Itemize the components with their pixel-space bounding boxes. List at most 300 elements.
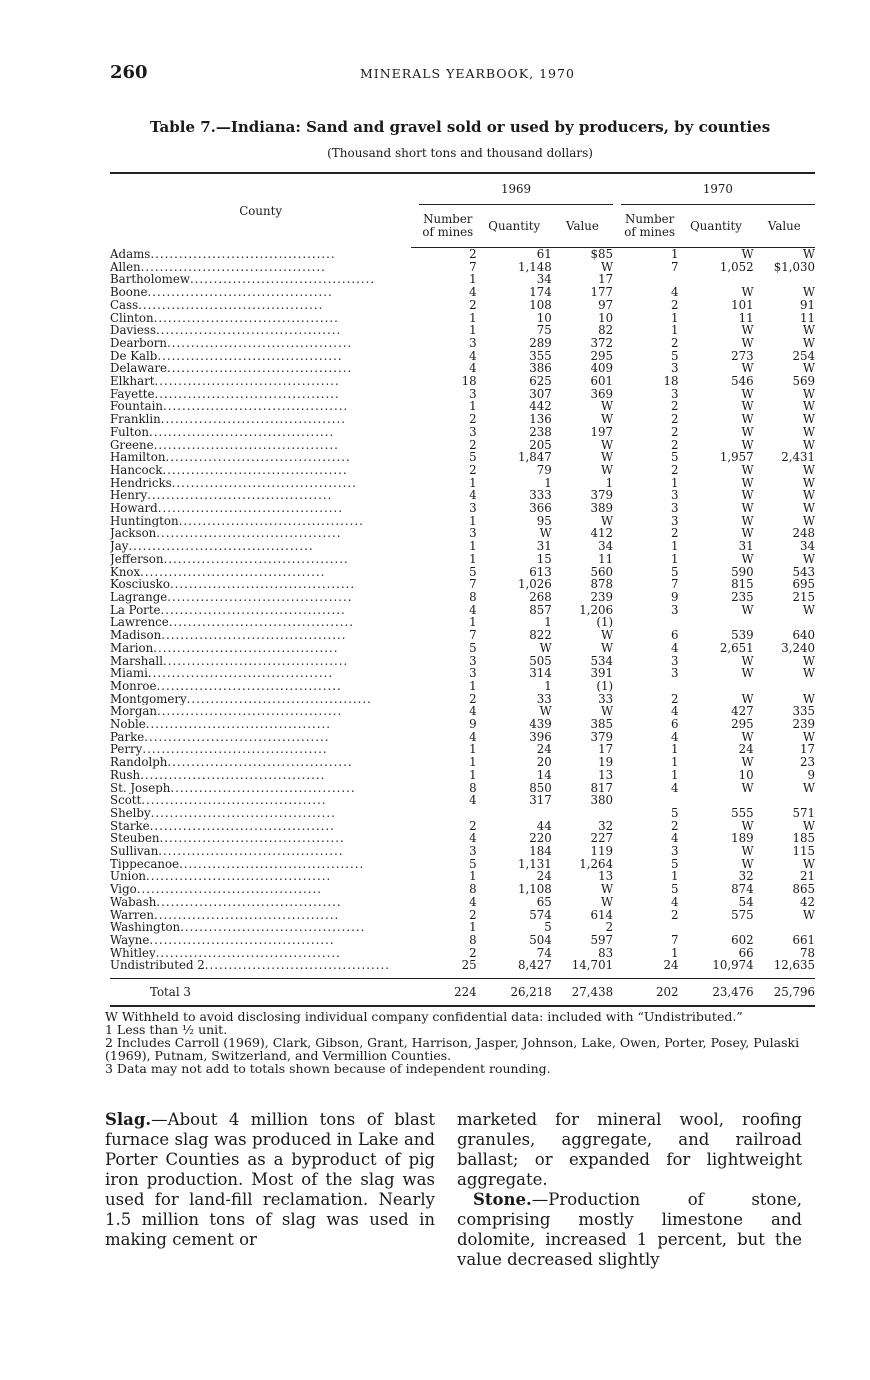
- value-1969: 19: [598, 755, 614, 770]
- county-name: Fulton.......................................: [110, 425, 335, 439]
- county-name: Shelby.......................................: [110, 806, 336, 820]
- quantity-1970: 235: [731, 589, 754, 604]
- quantity-1970: 31: [738, 539, 754, 554]
- mines-1969: 5: [469, 450, 477, 465]
- county-name: Warren.......................................: [110, 908, 340, 922]
- county-label: Washington: [110, 921, 181, 934]
- quantity-1969: 1: [544, 615, 552, 630]
- table-row: [110, 299, 815, 312]
- value-1969: 14,701: [571, 958, 614, 973]
- slag-paragraph-cont: marketed for mineral wool, roofing granules, aggregate, and railroad ballast; or expanded for lightweight aggregate.: [457, 1110, 802, 1189]
- table-row: [110, 769, 815, 782]
- value-1969: (1): [596, 615, 614, 630]
- quantity-1969: 439: [529, 717, 552, 732]
- mines-1970: 3: [670, 602, 679, 617]
- table-row: [110, 807, 815, 820]
- value-1969: 534: [590, 653, 614, 668]
- county-label: Fountain: [110, 400, 163, 414]
- mines-1969: 2: [469, 297, 477, 312]
- value-1970: W: [802, 856, 815, 871]
- mines-1969: 4: [469, 348, 477, 363]
- value-1969: 239: [590, 589, 614, 604]
- county-name: Elkhart.......................................: [110, 375, 340, 388]
- year-1970-header: 1970: [621, 173, 815, 205]
- county-label: Daviess: [110, 324, 157, 337]
- quantity-1970: W: [741, 844, 754, 859]
- quantity-1969: 505: [529, 653, 552, 668]
- county-label: Rush: [110, 768, 141, 782]
- table-row: [110, 680, 815, 693]
- table-row: [110, 616, 815, 629]
- table-row: [110, 591, 815, 604]
- quantity-1970: W: [741, 755, 754, 770]
- county-label: Wabash: [110, 895, 157, 909]
- county-name: Lagrange.......................................: [110, 590, 353, 604]
- value-1970: 23: [799, 755, 815, 770]
- mines-1970: 3: [670, 513, 679, 528]
- county-label: Perry: [110, 743, 143, 757]
- mines-1970: 4: [670, 780, 679, 795]
- value-1969: W: [600, 437, 614, 452]
- value-1969: 97: [598, 297, 614, 312]
- table-row: [110, 705, 815, 718]
- table-row: [110, 909, 815, 922]
- county-label: Hendricks: [110, 476, 172, 490]
- county-header: County: [110, 173, 411, 248]
- table-row: [110, 248, 815, 261]
- table-body: [110, 248, 815, 1007]
- quantity-header: Quantity: [477, 205, 552, 248]
- stone-paragraph: —Production of stone, comprising mostly limestone and dolomite, increased 1 percent, but the value decreased slightly: [457, 1190, 802, 1269]
- mines-1969: 2: [469, 412, 477, 427]
- quantity-1970: W: [741, 551, 754, 566]
- mines-1970: 3: [670, 488, 679, 503]
- table-row: [110, 489, 815, 502]
- mines-1970: 1: [670, 945, 679, 960]
- value-1970: W: [802, 285, 815, 300]
- mines-1969: 4: [469, 793, 477, 808]
- quantity-1970: 295: [731, 717, 754, 732]
- table-row: [110, 794, 815, 807]
- county-label: Jay: [110, 540, 129, 553]
- mines-1969: 3: [469, 844, 477, 859]
- mines-1969: 8: [469, 932, 477, 947]
- table-row: [110, 896, 815, 909]
- value-1970: W: [802, 412, 815, 427]
- mines-1969: 1: [469, 513, 477, 528]
- value-1970: 34: [799, 539, 815, 554]
- county-name: Rush.......................................: [110, 768, 326, 782]
- value-1969: 614: [590, 907, 614, 922]
- quantity-1969: 10: [536, 310, 552, 325]
- number-of-mines-header: Number of mines: [419, 205, 477, 248]
- table-row: [110, 731, 815, 744]
- quantity-1969: 386: [529, 361, 552, 376]
- total-quantity-1969: 26,218: [477, 979, 552, 1007]
- mines-1970: 1: [670, 551, 679, 566]
- quantity-1970: W: [741, 488, 754, 503]
- table-row: [110, 553, 815, 566]
- footnote: 1 Less than ½ unit.: [105, 1022, 228, 1037]
- quantity-1970: 555: [731, 805, 754, 820]
- number-of-mines-header: Number of mines: [621, 205, 679, 248]
- quantity-1970: 101: [731, 297, 754, 312]
- footnote: 3 Data may not add to totals shown because of independent rounding.: [105, 1061, 551, 1076]
- county-name: Greene.......................................: [110, 438, 339, 452]
- quantity-1970: 1,957: [719, 450, 754, 465]
- quantity-1970: W: [741, 818, 754, 833]
- table-row: [110, 642, 815, 655]
- mines-1969: 8: [469, 589, 477, 604]
- quantity-1970: 815: [731, 577, 754, 592]
- value-1969: 13: [598, 869, 614, 884]
- county-label: Madison: [110, 629, 162, 642]
- mines-1970: 5: [670, 348, 679, 363]
- quantity-1970: 273: [731, 348, 754, 363]
- slag-paragraph: —About 4 million tons of blast furnace slag was produced in Lake and Porter Counties as a byproduct of pig iron production. Most of the slag was used for land-fill reclamation. Nearly 1.5 million tons of slag was used in making cement or: [105, 1110, 435, 1249]
- county-label: De Kalb: [110, 349, 158, 363]
- mines-1970: 1: [670, 475, 679, 490]
- value-1969: 2: [605, 920, 614, 935]
- quantity-1969: 44: [536, 818, 552, 833]
- quantity-1969: 314: [529, 666, 552, 681]
- value-1970: 569: [792, 374, 815, 389]
- table-row: [110, 756, 815, 769]
- county-label: Randolph: [110, 756, 168, 769]
- table-row: [110, 934, 815, 947]
- mines-1969: 2: [469, 462, 477, 477]
- quantity-1970: W: [741, 285, 754, 300]
- quantity-1969: 822: [529, 628, 552, 643]
- table-row: [110, 743, 815, 756]
- quantity-1969: 857: [529, 602, 552, 617]
- county-name: Fountain.......................................: [110, 400, 349, 414]
- table-row: [110, 718, 815, 731]
- mines-1969: 1: [469, 399, 477, 414]
- value-1969: 389: [590, 501, 614, 516]
- quantity-1970: 539: [731, 628, 754, 643]
- county-label: Knox: [110, 565, 141, 579]
- quantity-1969: 1,108: [518, 882, 552, 897]
- mines-1970: 3: [670, 666, 679, 681]
- table-row: [110, 400, 815, 413]
- mines-1970: 5: [670, 882, 679, 897]
- value-1970: W: [802, 691, 815, 706]
- quantity-1969: 14: [536, 767, 552, 782]
- quantity-1969: 238: [529, 424, 552, 439]
- value-1969: 379: [590, 729, 614, 744]
- county-label: Greene: [110, 438, 154, 452]
- footnote: W Withheld to avoid disclosing individual company confidential data: included with “Undistributed.”: [105, 1009, 743, 1024]
- county-label: Henry: [110, 489, 148, 503]
- quantity-1970: 546: [731, 374, 754, 389]
- table-row: [110, 870, 815, 883]
- quantity-1970: W: [741, 513, 754, 528]
- value-1969: W: [600, 399, 614, 414]
- county-name: Jefferson.......................................: [110, 552, 349, 566]
- mines-1970: 9: [670, 589, 679, 604]
- mines-1970: 2: [670, 335, 679, 350]
- quantity-1970: W: [741, 666, 754, 681]
- mines-1969: 1: [469, 869, 477, 884]
- mines-1970: 2: [670, 424, 679, 439]
- table-row: [110, 337, 815, 350]
- value-1970: W: [802, 335, 815, 350]
- quantity-1969: 574: [529, 907, 552, 922]
- value-1970: W: [802, 653, 815, 668]
- mines-1970: 18: [663, 374, 679, 389]
- value-1969: 34: [598, 539, 614, 554]
- county-label: Warren: [110, 908, 154, 922]
- quantity-1969: 1: [544, 678, 552, 693]
- value-1969: W: [600, 450, 614, 465]
- mines-1969: 5: [469, 564, 477, 579]
- value-1970: W: [802, 488, 815, 503]
- table-row: [110, 286, 815, 299]
- mines-1970: 1: [670, 539, 679, 554]
- value-1970: W: [802, 399, 815, 414]
- mines-1970: 24: [663, 958, 679, 973]
- value-1969: 878: [590, 577, 614, 592]
- county-label: Clinton: [110, 311, 154, 325]
- value-1970: 661: [792, 932, 815, 947]
- county-name: Vigo.......................................: [110, 883, 322, 896]
- county-name: Lawrence.......................................: [110, 616, 355, 630]
- value-1969: 601: [590, 374, 614, 389]
- quantity-1969: 61: [536, 247, 552, 261]
- value-1969: W: [600, 628, 614, 643]
- table-row: [110, 566, 815, 579]
- county-name: Clinton.......................................: [110, 311, 339, 325]
- quantity-1969: 504: [529, 932, 552, 947]
- value-1969: 227: [590, 831, 614, 846]
- right-column: [457, 1110, 802, 1270]
- table-row: [110, 629, 815, 642]
- quantity-1969: 75: [536, 323, 552, 338]
- value-1969: 32: [598, 818, 614, 833]
- mines-1970: 5: [670, 856, 679, 871]
- mines-1970: 7: [670, 577, 679, 592]
- mines-1970: 6: [670, 717, 679, 732]
- quantity-1969: 5: [544, 920, 552, 935]
- mines-1969: 1: [469, 920, 477, 935]
- mines-1970: 7: [670, 259, 679, 274]
- county-name: Hendricks.......................................: [110, 476, 357, 490]
- value-1970: 91: [799, 297, 815, 312]
- value-1969: (1): [596, 678, 614, 693]
- value-1969: 560: [590, 564, 614, 579]
- county-label: Huntington: [110, 514, 179, 528]
- quantity-1969: 205: [529, 437, 552, 452]
- table-row: [110, 388, 815, 401]
- value-1970: W: [802, 247, 815, 261]
- mines-1970: 1: [670, 869, 679, 884]
- mines-1969: 4: [469, 729, 477, 744]
- value-1970: 21: [799, 869, 815, 884]
- county-name: Steuben.......................................: [110, 832, 345, 846]
- county-name: Allen.......................................: [110, 260, 326, 274]
- county-name: Monroe.......................................: [110, 679, 342, 693]
- value-1970: 12,635: [773, 958, 815, 973]
- mines-1970: 1: [670, 310, 679, 325]
- mines-1969: 18: [461, 374, 477, 389]
- table-row: [110, 667, 815, 680]
- table-footnotes: [95, 1010, 815, 1075]
- running-title: MINERALS YEARBOOK, 1970: [360, 66, 575, 81]
- mines-1969: 5: [469, 640, 477, 655]
- value-1969: [552, 807, 613, 820]
- quantity-1969: 333: [529, 488, 552, 503]
- county-name: Dearborn.......................................: [110, 336, 353, 350]
- value-1970: 17: [799, 742, 815, 757]
- mines-1969: 1: [469, 678, 477, 693]
- value-1970: $1,030: [773, 259, 815, 274]
- quantity-1969: 108: [529, 297, 552, 312]
- mines-1970: [621, 680, 679, 693]
- table-row: [110, 502, 815, 515]
- total-label: Total 3: [110, 979, 411, 1007]
- mines-1970: 3: [670, 844, 679, 859]
- table-subtitle: (Thousand short tons and thousand dollars): [327, 146, 593, 160]
- mines-1970: 2: [670, 437, 679, 452]
- value-1970: W: [802, 424, 815, 439]
- quantity-1970: 189: [731, 831, 754, 846]
- table-row: [110, 959, 815, 972]
- value-1970: W: [802, 666, 815, 681]
- county-label: Steuben: [110, 832, 160, 846]
- value-1970: 254: [792, 348, 815, 363]
- left-column: [105, 1110, 435, 1250]
- page-number: 260: [110, 62, 148, 83]
- table-row: [110, 324, 815, 337]
- quantity-1969: 366: [529, 501, 552, 516]
- county-label: Dearborn: [110, 336, 168, 350]
- value-1970: W: [802, 907, 815, 922]
- mines-1970: 4: [670, 285, 679, 300]
- county-label: Noble: [110, 718, 146, 731]
- table-row: [110, 375, 815, 388]
- mines-1969: 1: [469, 310, 477, 325]
- mines-1970: 1: [670, 247, 679, 261]
- table-row: [110, 578, 815, 591]
- county-label: Undistributed 2: [110, 959, 205, 973]
- county-name: Undistributed 2.......................................: [110, 959, 390, 973]
- mines-1969: 1: [469, 742, 477, 757]
- county-label: Marion: [110, 641, 154, 655]
- quantity-1969: 65: [536, 894, 552, 909]
- value-1969: 197: [590, 424, 614, 439]
- value-1969: 1,206: [579, 602, 614, 617]
- county-name: Howard.......................................: [110, 502, 343, 515]
- mines-1969: 1: [469, 539, 477, 554]
- county-name: Wabash.......................................: [110, 895, 342, 909]
- county-name: Washington.......................................: [110, 921, 366, 934]
- county-name: Henry.......................................: [110, 489, 333, 503]
- county-name: Miami.......................................: [110, 667, 334, 680]
- table-row: [110, 604, 815, 617]
- mines-1969: 2: [469, 437, 477, 452]
- value-1969: 177: [590, 285, 614, 300]
- quantity-1970: 10: [738, 767, 754, 782]
- total-row: [110, 979, 815, 1007]
- mines-1970: 4: [670, 704, 679, 719]
- quantity-1969: W: [539, 526, 552, 541]
- quantity-1969: W: [539, 704, 552, 719]
- value-1970: 640: [792, 628, 815, 643]
- mines-1969: 4: [469, 704, 477, 719]
- county-name: Hamilton.......................................: [110, 451, 351, 464]
- county-name: Bartholomew.......................................: [110, 273, 376, 287]
- mines-1969: 4: [469, 488, 477, 503]
- table-row: [110, 261, 815, 274]
- table-row: [110, 921, 815, 934]
- mines-1969: 2: [469, 691, 477, 706]
- value-1969: 10: [598, 310, 614, 325]
- value-1969: 17: [598, 742, 614, 757]
- county-name: Cass.......................................: [110, 298, 324, 312]
- mines-1970: 1: [670, 755, 679, 770]
- quantity-1969: 625: [529, 374, 552, 389]
- quantity-1969: 33: [536, 691, 552, 706]
- value-1970: 42: [799, 894, 815, 909]
- quantity-1969: 15: [536, 551, 552, 566]
- county-label: Howard: [110, 502, 158, 515]
- county-label: Jefferson: [110, 552, 164, 566]
- value-1970: W: [802, 780, 815, 795]
- quantity-1970: 602: [731, 932, 754, 947]
- quantity-1969: 317: [529, 793, 552, 808]
- value-1970: 9: [807, 767, 815, 782]
- quantity-1970: W: [741, 462, 754, 477]
- quantity-1969: 1,131: [518, 856, 552, 871]
- mines-1970: 5: [670, 805, 679, 820]
- county-label: Franklin: [110, 413, 161, 426]
- quantity-1970: W: [741, 323, 754, 338]
- county-name: Montgomery.......................................: [110, 692, 372, 706]
- county-name: Marshall.......................................: [110, 654, 349, 668]
- county-name: Whitley.......................................: [110, 946, 341, 960]
- county-label: Bartholomew: [110, 273, 190, 287]
- value-1969: $85: [590, 247, 614, 261]
- table-row: [110, 350, 815, 363]
- value-1969: 1,264: [579, 856, 614, 871]
- value-1970: W: [802, 501, 815, 516]
- value-1969: W: [600, 640, 614, 655]
- mines-1970: [621, 794, 679, 807]
- value-1970: W: [802, 551, 815, 566]
- mines-1970: 4: [670, 640, 679, 655]
- table-title: Table 7.—Indiana: Sand and gravel sold or used by producers, by counties: [149, 118, 771, 136]
- quantity-1969: 355: [529, 348, 552, 363]
- value-1969: 295: [590, 348, 614, 363]
- mines-1970: 1: [670, 742, 679, 757]
- quantity-1969: 79: [536, 462, 552, 477]
- county-name: Huntington.......................................: [110, 514, 364, 528]
- county-label: Morgan: [110, 705, 158, 719]
- value-1969: 82: [598, 323, 614, 338]
- quantity-1970: 2,651: [719, 640, 754, 655]
- county-name: Starke.......................................: [110, 819, 335, 833]
- quantity-1970: W: [741, 602, 754, 617]
- value-1969: 33: [598, 691, 614, 706]
- county-name: Sullivan.......................................: [110, 845, 344, 858]
- mines-1970: [621, 921, 679, 934]
- mines-1969: 3: [469, 386, 477, 401]
- quantity-1970: W: [741, 729, 754, 744]
- value-1970: 3,240: [781, 640, 815, 655]
- county-label: Adams: [110, 247, 151, 261]
- value-1970: W: [802, 323, 815, 338]
